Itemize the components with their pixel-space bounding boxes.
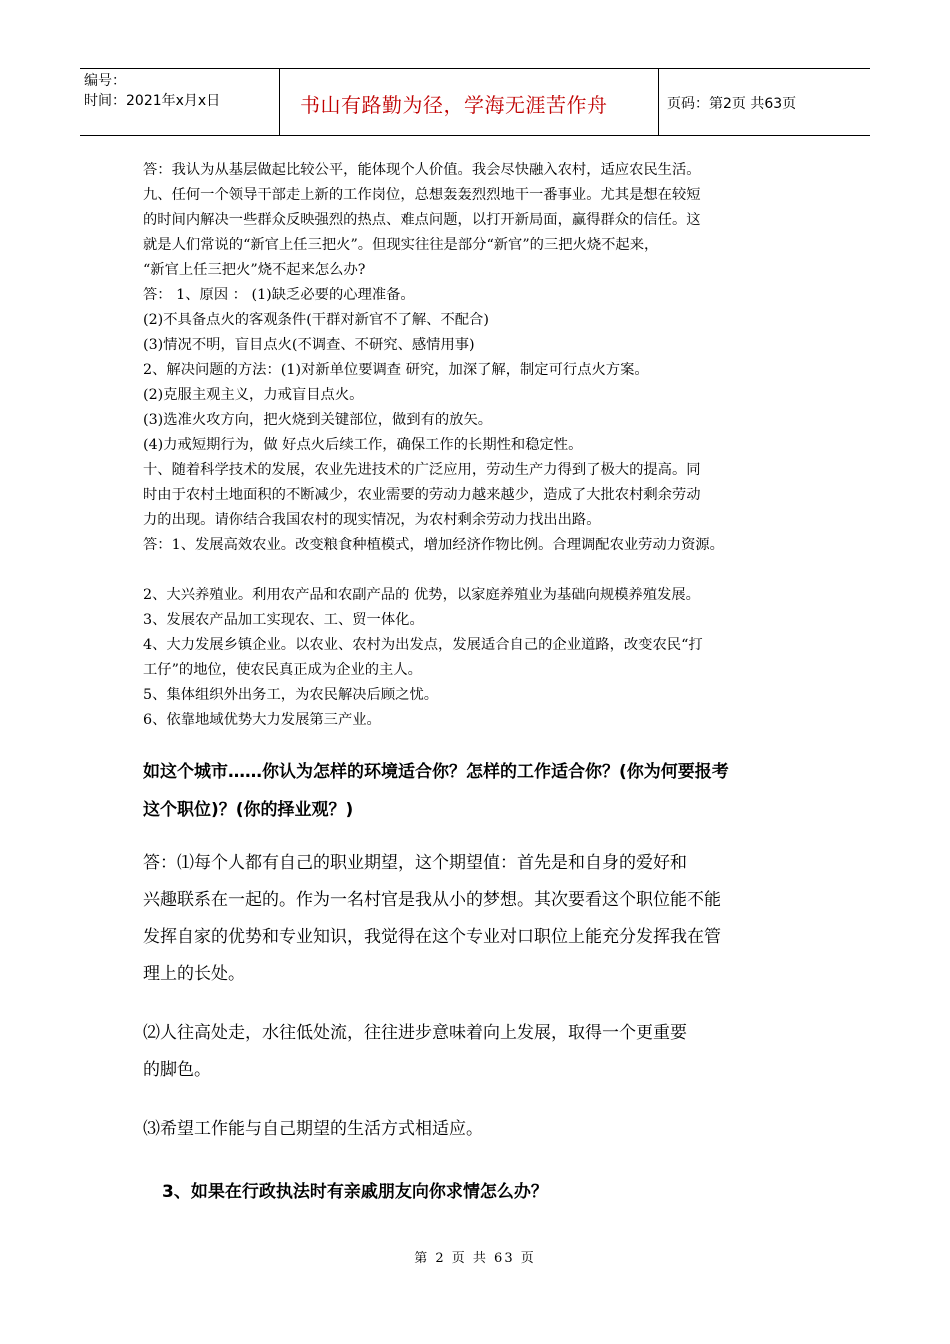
body-line: 4、大力发展乡镇企业。以农业、农村为出发点，发展适合自己的企业道路，改变农民“打 (143, 637, 703, 653)
body-line: 2、解决问题的方法：(1)对新单位要调查 研究，加深了解，制定可行点火方案。 (143, 362, 649, 378)
answer-paragraph-3: ⑶希望工作能与自己期望的生活方式相适应。 (143, 1119, 483, 1139)
question-heading-line-2: 这个职位)？(你的择业观？) (143, 800, 354, 820)
body-line: 九、任何一个领导干部走上新的工作岗位，总想轰轰烈烈地干一番事业。尤其是想在较短 (143, 187, 701, 203)
time-label: 时间：2021年x月x日 (84, 93, 221, 109)
answer-line: 发挥自家的优势和专业知识，我觉得在这个专业对口职位上能充分发挥我在管 (143, 927, 721, 947)
body-line: 工仔”的地位，使农民真正成为企业的主人。 (143, 662, 422, 678)
body-line: 答：我认为从基层做起比较公平，能体现个人价值。我会尽快融入农村，适应农民生活。 (143, 162, 701, 178)
code-label: 编号： (84, 73, 126, 89)
body-line: 5、集体组织外出务工，为农民解决后顾之忧。 (143, 687, 439, 703)
body-line: 时由于农村土地面积的不断减少，农业需要的劳动力越来越少，造成了大批农村剩余劳动 (143, 487, 701, 503)
answer-line: 兴趣联系在一起的。作为一名村官是我从小的梦想。其次要看这个职位能不能 (143, 890, 721, 910)
body-line: (3)情况不明，盲目点火(不调查、不研究、感情用事) (143, 337, 475, 353)
answer-paragraph-1 (143, 845, 721, 993)
question-3-heading: 3、如果在行政执法时有亲戚朋友向你求情怎么办？ (162, 1182, 548, 1202)
header-meta (80, 69, 280, 135)
body-line: (2)不具备点火的客观条件(干群对新官不了解、不配合) (143, 312, 489, 328)
body-line: (3)选准火攻方向，把火烧到关键部位，做到有的放矢。 (143, 412, 493, 428)
page-info: 页码：第2页 共63页 (667, 96, 797, 112)
answer-line: 理上的长处。 (143, 964, 245, 984)
body-line: 2、大兴养殖业。利用农产品和农副产品的 优势，以家庭养殖业为基础向规模养殖发展。 (143, 587, 700, 603)
question-heading-line-1: 如这个城市……你认为怎样的环境适合你？怎样的工作适合你？(你为何要报考 (143, 762, 729, 782)
body-line: 就是人们常说的“新官上任三把火”。但现实往往是部分“新官”的三把火烧不起来， (143, 237, 659, 253)
body-line: 的时间内解决一些群众反映强烈的热点、难点问题，以打开新局面，赢得群众的信任。这 (143, 212, 701, 228)
answer-line: ⑵人往高处走，水往低处流，往往进步意味着向上发展，取得一个更重要 (143, 1023, 687, 1043)
body-text (143, 158, 823, 733)
header-motto: 书山有路勤为径，学海无涯苦作舟 (300, 93, 608, 117)
body-line: 答：1、发展高效农业。改变粮食种植模式，增加经济作物比例。合理调配农业劳动力资源。 (143, 537, 724, 553)
answer-paragraph-2 (143, 1015, 687, 1089)
body-line: (2)克服主观主义，力戒盲目点火。 (143, 387, 364, 403)
body-line: 6、依靠地域优势大力发展第三产业。 (143, 712, 381, 728)
body-line: “新官上任三把火”烧不起来怎么办? (143, 262, 366, 278)
header-motto-cell (280, 69, 659, 135)
body-line: 3、发展农产品加工实现农、工、贸一体化。 (143, 612, 424, 628)
page-footer: 第 2 页 共 63 页 (414, 1251, 536, 1266)
body-line: (4)力戒短期行为，做 好点火后续工作，确保工作的长期性和稳定性。 (143, 437, 583, 453)
answer-line: 答：⑴每个人都有自己的职业期望，这个期望值：首先是和自身的爱好和 (143, 853, 687, 873)
body-line: 力的出现。请你结合我国农村的现实情况，为农村剩余劳动力找出出路。 (143, 512, 601, 528)
page-header (80, 68, 870, 136)
body-line: 答： 1、原因 ： (1)缺乏必要的心理准备。 (143, 287, 415, 303)
body-line: 十、随着科学技术的发展，农业先进技术的广泛应用，劳动生产力得到了极大的提高。同 (143, 462, 701, 478)
answer-line: 的脚色。 (143, 1060, 211, 1080)
